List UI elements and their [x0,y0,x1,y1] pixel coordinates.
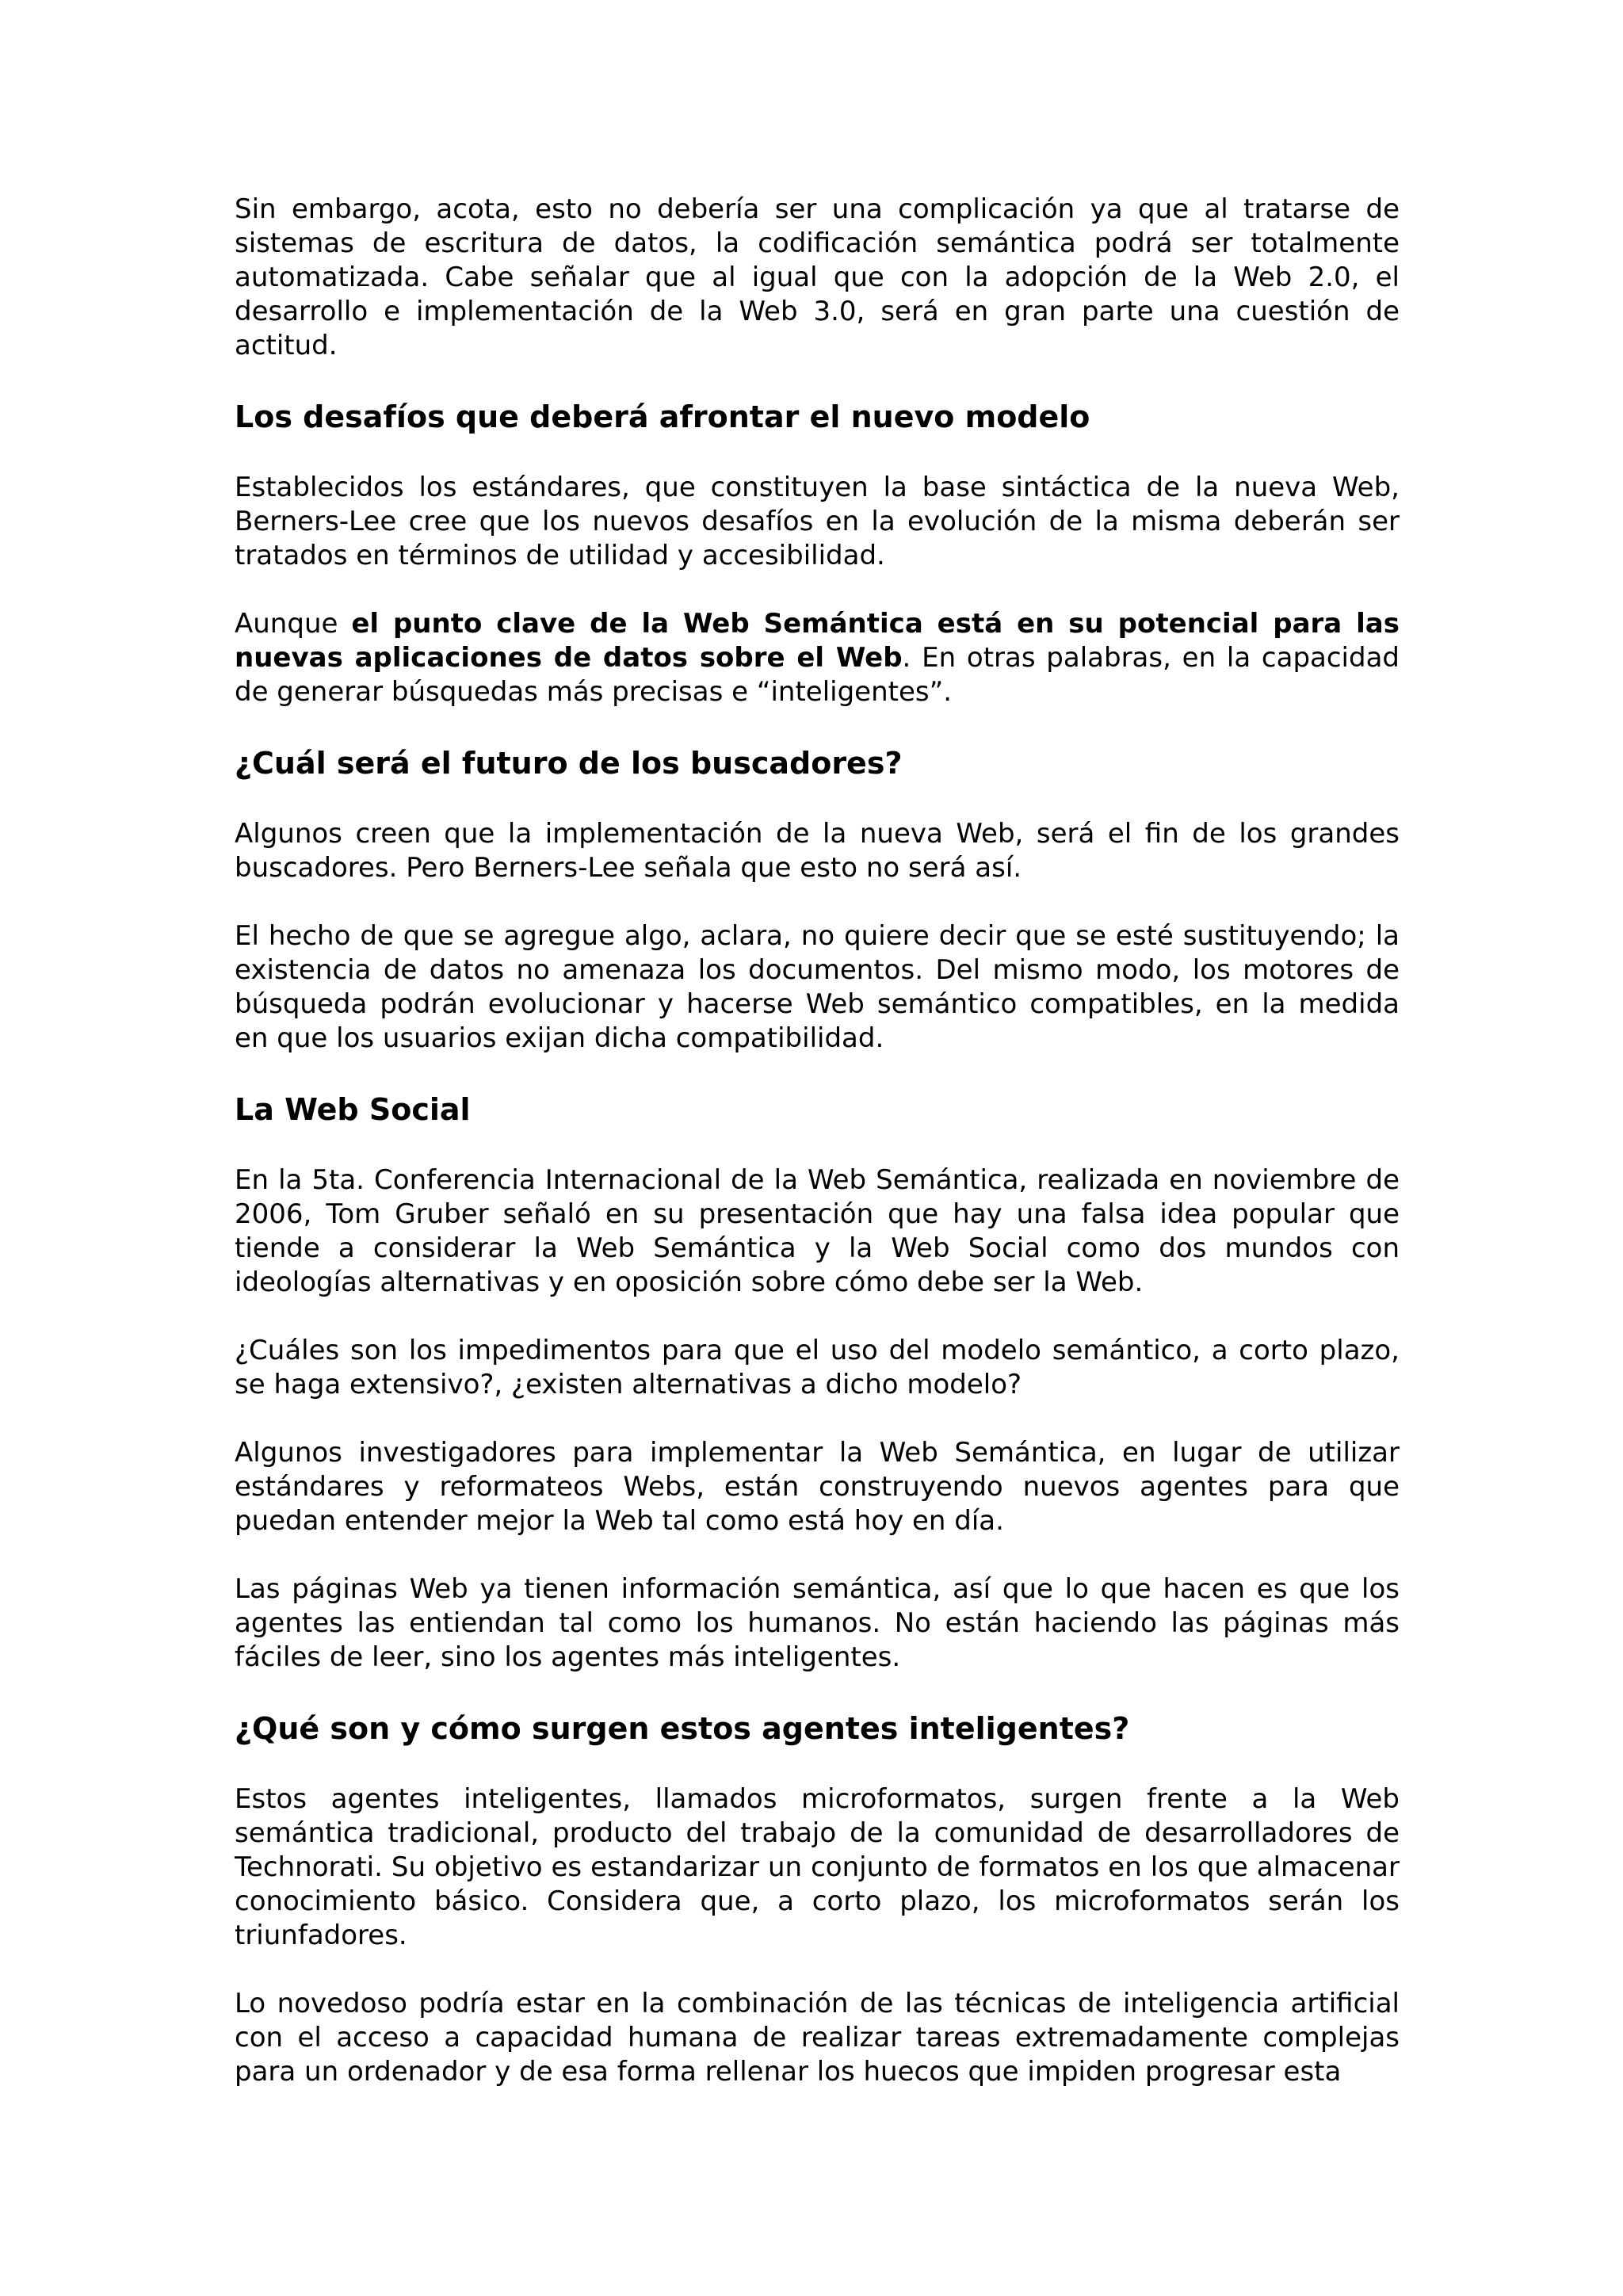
paragraph-conference: En la 5ta. Conferencia Internacional de la Web Semántica, realizada en noviembre de 2006, Tom Gruber señaló en su presentación que hay una falsa idea popular que tiende a considerar la Web Semántica y la Web Social como dos mundos con ideologías alternativas y en oposición sobre cómo debe ser la Web. [235,1164,1400,1298]
paragraph-search-engines: Algunos creen que la implementación de la nueva Web, será el fin de los grandes buscadores. Pero Berners-Lee señala que esto no será así. [235,818,1400,884]
key-point-bold: el punto clave de la Web Semántica está en su potencial para las nuevas aplicaciones de datos sobre el Web [235,608,1400,674]
paragraph-researchers: Algunos investigadores para implementar la Web Semántica, en lugar de utilizar estándares y reformateos Webs, están construyendo nuevos agentes para que puedan entender mejor la Web tal como está hoy en día. [235,1437,1400,1537]
paragraph-standards: Establecidos los estándares, que constituyen la base sintáctica de la nueva Web, Berners-Lee cree que los nuevos desafíos en la evolución de la misma deberán ser tratados en términos de utilidad y accesibilidad. [235,472,1400,571]
document-page [235,193,1400,2089]
paragraph-attitude: Sin embargo, acota, esto no debería ser una complicación ya que al tratarse de sistemas de escritura de datos, la codificación semántica podrá ser totalmente automatizada. Cabe señalar que al igual que con la adopción de la Web 2.0, el desarrollo e implementación de la Web 3.0, será en gran parte una cuestión de actitud. [235,193,1400,361]
paragraph-data-documents: El hecho de que se agregue algo, aclara, no quiere decir que se esté sustituyendo; la existencia de datos no amenaza los documentos. Del mismo modo, los motores de búsqueda podrán evolucionar y hacerse Web semántico compatibles, en la medida en que los usuarios exijan dicha compatibilidad. [235,920,1400,1054]
heading-social-web: La Web Social [235,1092,471,1127]
paragraph-ai-combination: Lo novedoso podría estar en la combinación de las técnicas de inteligencia artificial con el acceso a capacidad humana de realizar tareas extremadamente complejas para un ordenador y de esa forma rellenar los huecos que impiden progresar esta [235,1988,1400,2088]
paragraph-microformats: Estos agentes inteligentes, llamados microformatos, surgen frente a la Web semántica tradicional, producto del trabajo de la comunidad de desarrolladores de Technorati. Su objetivo es estandarizar un conjunto de formatos en los que almacenar conocimiento básico. Considera que, a corto plazo, los microformatos serán los triunfadores. [235,1783,1400,1951]
key-point-rest: . En otras palabras, en la capacidad de generar búsquedas más precisas e “inteligentes”. [235,642,1400,708]
paragraph-key-point [235,607,1400,709]
key-point-intro: Aunque [235,608,352,640]
heading-intelligent-agents: ¿Qué son y cómo surgen estos agentes inteligentes? [235,1711,1130,1746]
heading-search-future: ¿Cuál será el futuro de los buscadores? [235,746,903,781]
heading-challenges: Los desafíos que deberá afrontar el nuevo modelo [235,399,1090,434]
paragraph-web-pages: Las páginas Web ya tienen información semántica, así que lo que hacen es que los agentes las entiendan tal como los humanos. No están haciendo las páginas más fáciles de leer, sino los agentes más inteligentes. [235,1573,1400,1673]
paragraph-impediments: ¿Cuáles son los impedimentos para que el uso del modelo semántico, a corto plazo, se haga extensivo?, ¿existen alternativas a dicho modelo? [235,1335,1400,1400]
